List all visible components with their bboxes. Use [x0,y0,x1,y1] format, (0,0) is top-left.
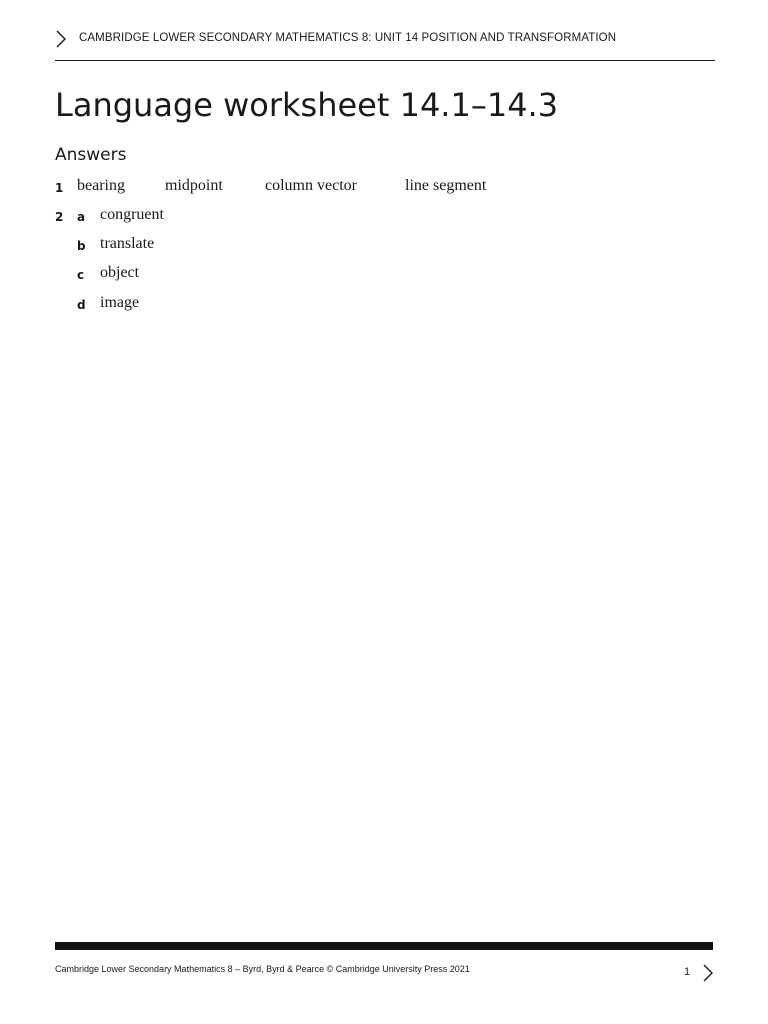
footer-credit: Cambridge Lower Secondary Mathematics 8 – Byrd, Byrd & Pearce © Cambridge University Press 2021 [55,964,470,974]
chevron-right-icon[interactable] [702,964,714,982]
question-number: 2 [55,210,64,224]
question-number: 1 [55,181,64,195]
page-title: Language worksheet 14.1–14.3 [55,86,559,124]
footer-rule [55,942,713,950]
answer-word: midpoint [165,177,223,194]
answer-word: line segment [405,177,487,194]
part-label: b [77,239,86,253]
chevron-right-icon [55,30,67,48]
part-answer: congruent [100,206,164,223]
page-number: 1 [684,966,691,978]
part-label: d [77,298,86,312]
part-label: a [77,210,86,224]
header-title: CAMBRIDGE LOWER SECONDARY MATHEMATICS 8: UNIT 14 POSITION AND TRANSFORMATION [79,32,617,44]
part-answer: image [100,294,140,311]
part-answer: object [100,264,140,281]
part-label: c [77,268,85,282]
running-header [55,28,715,61]
section-heading-answers: Answers [55,145,127,165]
part-answer: translate [100,235,155,252]
answer-word: column vector [265,177,357,194]
answer-word: bearing [77,177,125,194]
